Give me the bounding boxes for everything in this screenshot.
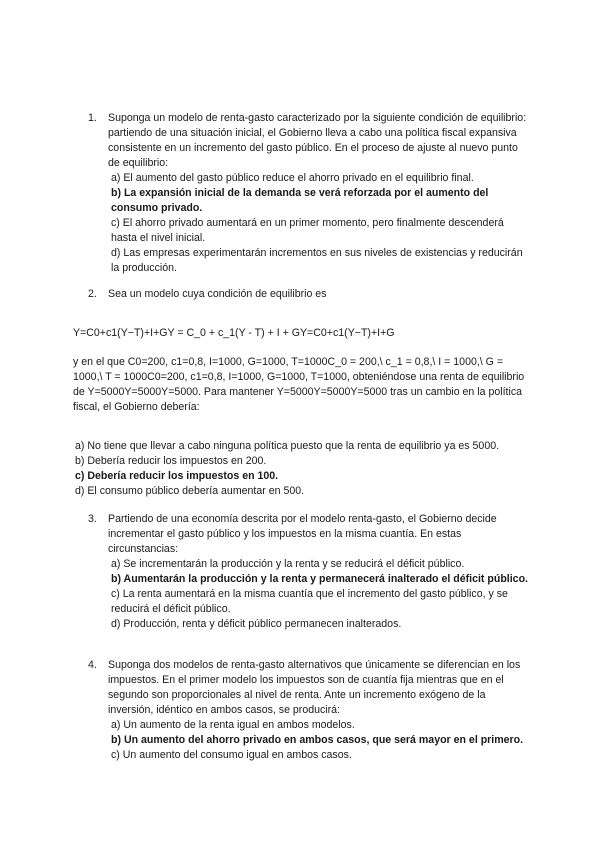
question-2-option-d: d) El consumo público debería aumentar en 500. bbox=[75, 485, 305, 497]
question-3-option-c: c) La renta aumentará en la misma cuantía que el incremento del gasto público, y se reducirá el déficit público. bbox=[111, 588, 508, 615]
question-3-option-a: a) Se incrementarán la producción y la renta y se reducirá el déficit público. bbox=[111, 558, 465, 570]
question-1-option-c: c) El ahorro privado aumentará en un primer momento, pero finalmente descenderá hasta el nivel inicial. bbox=[111, 217, 504, 244]
question-4-text: Suponga dos modelos de renta-gasto alternativos que únicamente se diferencian en los impuestos. En el primer modelo los impuestos son de cuantía fija mientras que en el segundo son proporcionales al nivel de renta. Ante un incremento exógeno de la inversión, idéntico en ambos casos, se producirá: bbox=[108, 659, 521, 716]
question-3 bbox=[88, 512, 528, 632]
question-1-number: 1. bbox=[88, 112, 97, 124]
question-1-text: Suponga un modelo de renta-gasto caracterizado por la siguiente condición de equilibrio: partiendo de una situación inicial, el Gobierno lleva a cabo una política fiscal expansiva consistente en un incremento del gasto público. En el proceso de ajuste al nuevo punto de equilibrio: bbox=[108, 112, 527, 169]
question-4-option-a: a) Un aumento de la renta igual en ambos modelos. bbox=[111, 719, 355, 731]
question-1-option-b: b) La expansión inicial de la demanda se verá reforzada por el aumento del consumo privado. bbox=[111, 187, 489, 214]
question-2-equation: Y=C0+c1(Y−T)+I+GY = C_0 + c_1(Y - T) + I + GY=C0+c1(Y−T)+I+G bbox=[73, 327, 395, 339]
question-4 bbox=[88, 658, 528, 763]
question-4-number: 4. bbox=[88, 659, 97, 671]
question-3-number: 3. bbox=[88, 513, 97, 525]
question-1 bbox=[88, 111, 528, 276]
question-3-option-d: d) Producción, renta y déficit público permanecen inalterados. bbox=[111, 618, 402, 630]
question-1-option-a: a) El aumento del gasto público reduce el ahorro privado en el equilibrio final. bbox=[111, 172, 474, 184]
question-1-option-d: d) Las empresas experimentarán incrementos en sus niveles de existencias y reducirán la producción. bbox=[111, 247, 523, 274]
question-2-paragraph: y en el que C0=200, c1=0,8, I=1000, G=1000, T=1000C_0 = 200,\ c_1 = 0,8,\ I = 1000,\ G = 1000,\ T = 1000C0=200, c1=0,8, I=1000, G=1000, T=1000, obteniéndose una renta de equilibrio de Y=5000Y=5000Y=5000. Para mantener Y=5000Y=5000Y=5000 tras un cambio en la política fiscal, el Gobierno debería: bbox=[73, 356, 525, 413]
question-4-option-b: b) Un aumento del ahorro privado en ambos casos, que será mayor en el primero. bbox=[111, 734, 524, 746]
question-2-text: Sea un modelo cuya condición de equilibrio es bbox=[108, 288, 327, 300]
question-2-option-c: c) Debería reducir los impuestos en 100. bbox=[75, 470, 279, 482]
question-2-options bbox=[75, 439, 545, 499]
question-4-option-c: c) Un aumento del consumo igual en ambos casos. bbox=[111, 749, 352, 761]
question-3-text: Partiendo de una economía descrita por el modelo renta-gasto, el Gobierno decide incrementar el gasto público y los impuestos en la misma cuantía. En estas circunstancias: bbox=[108, 513, 497, 555]
question-2-option-a: a) No tiene que llevar a cabo ninguna política puesto que la renta de equilibrio ya es 5000. bbox=[75, 440, 500, 452]
question-2-number: 2. bbox=[88, 288, 97, 300]
question-3-option-b: b) Aumentarán la producción y la renta y permanecerá inalterado el déficit público. bbox=[111, 573, 528, 585]
question-2-intro bbox=[88, 287, 528, 302]
question-2-option-b: b) Debería reducir los impuestos en 200. bbox=[75, 455, 267, 467]
